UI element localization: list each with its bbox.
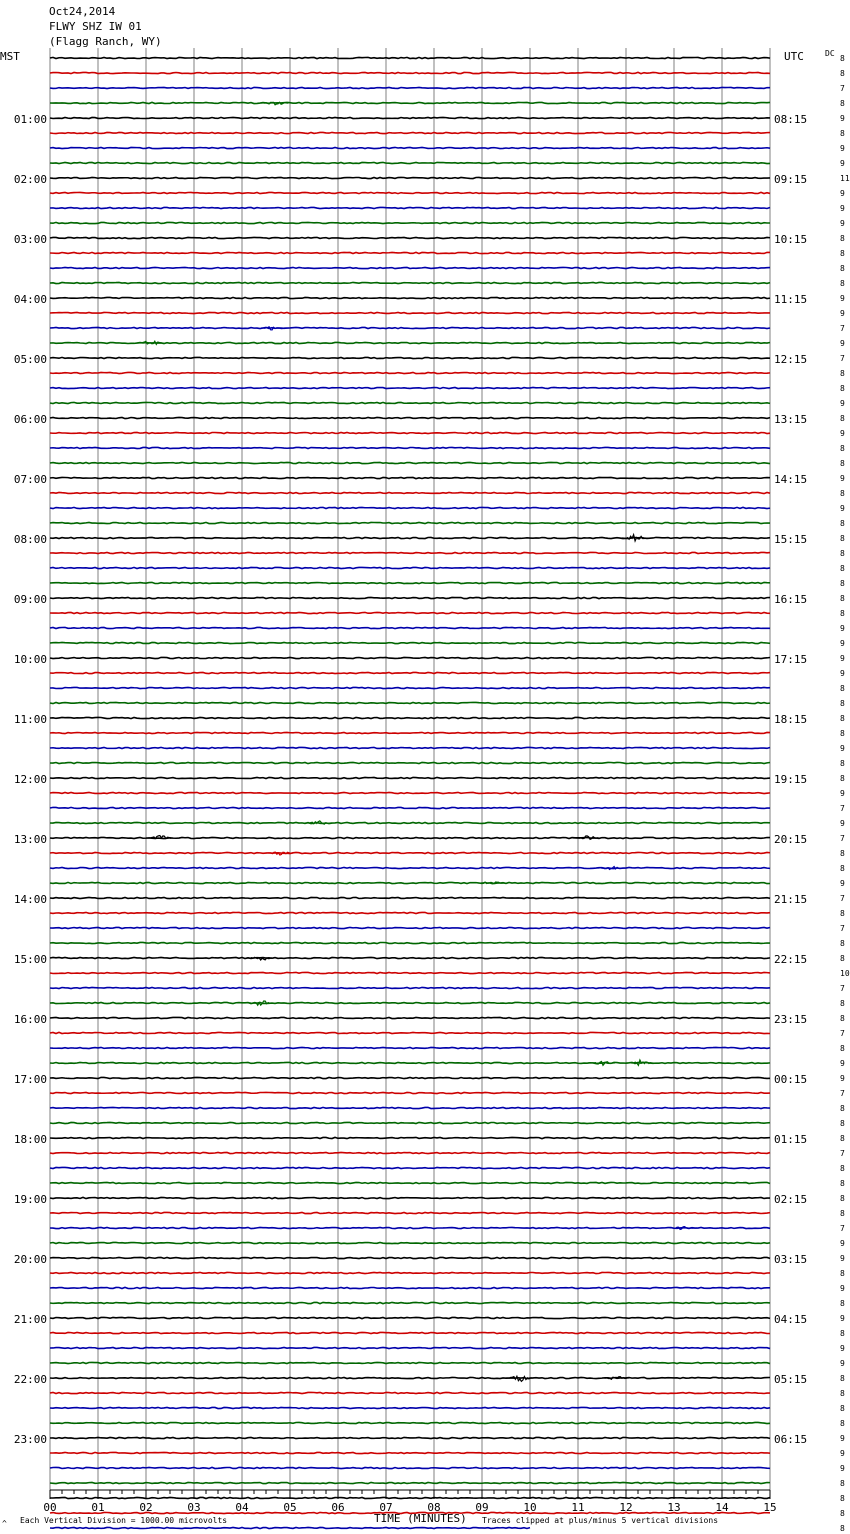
- trace-line: [50, 222, 770, 223]
- utc-hour-label: 16:15: [774, 593, 808, 606]
- dc-value: 7: [840, 804, 845, 813]
- dc-value: 8: [840, 534, 845, 543]
- trace-line: [50, 582, 770, 583]
- trace-line: [50, 1212, 770, 1213]
- trace-line: [50, 822, 770, 823]
- xaxis-tick-label: 04: [235, 1501, 249, 1514]
- station-name: FLWY SHZ IW 01: [49, 20, 142, 33]
- dc-value: 8: [840, 1119, 845, 1128]
- dc-value: 8: [840, 99, 845, 108]
- dc-value: 9: [840, 504, 845, 513]
- mst-hour-label: 08:00: [13, 533, 47, 546]
- dc-value: 8: [840, 69, 845, 78]
- mst-hour-label: 18:00: [13, 1133, 47, 1146]
- dc-value: 8: [840, 384, 845, 393]
- trace-line: [50, 897, 770, 898]
- trace-line: [50, 1257, 770, 1258]
- xaxis-tick-label: 15: [763, 1501, 777, 1514]
- trace-line: [50, 657, 770, 658]
- trace-line: [50, 1002, 770, 1003]
- station-location: (Flagg Ranch, WY): [49, 35, 162, 48]
- scale-note: Each Vertical Division = 1000.00 microvolts: [20, 1516, 228, 1525]
- dc-value: 8: [840, 1179, 845, 1188]
- trace-line: [50, 1332, 770, 1333]
- trace-line: [50, 492, 770, 493]
- dc-value: 9: [840, 294, 845, 303]
- trace-line: [50, 312, 770, 313]
- trace-line: [50, 1047, 770, 1048]
- trace-line: [50, 972, 770, 973]
- trace-line: [50, 462, 770, 463]
- utc-hour-label: 02:15: [774, 1193, 808, 1206]
- mst-hour-label: 13:00: [13, 833, 47, 846]
- dc-value: 8: [840, 684, 845, 693]
- trace-line: [50, 777, 770, 778]
- utc-hour-label: 19:15: [774, 773, 808, 786]
- trace-line: [50, 102, 770, 103]
- dc-value: 9: [840, 309, 845, 318]
- trace-line: [50, 1152, 770, 1153]
- dc-value: 9: [840, 1059, 845, 1068]
- dc-value: 9: [840, 219, 845, 228]
- utc-hour-label: 22:15: [774, 953, 808, 966]
- trace-line: [50, 867, 770, 868]
- utc-hour-label: 21:15: [774, 893, 808, 906]
- trace-line: [50, 72, 770, 73]
- dc-value: 8: [840, 549, 845, 558]
- trace-line: [50, 882, 770, 883]
- mst-hour-label: 15:00: [13, 953, 47, 966]
- dc-value: 8: [840, 714, 845, 723]
- xaxis-tick-label: 05: [283, 1501, 297, 1514]
- dc-value: 8: [840, 1104, 845, 1113]
- utc-hour-label: 23:15: [774, 1013, 808, 1026]
- trace-line: [50, 1092, 770, 1093]
- trace-line: [50, 1122, 770, 1123]
- trace-line: [50, 387, 770, 388]
- dc-value: 8: [840, 999, 845, 1008]
- mst-hour-label: 22:00: [13, 1373, 47, 1386]
- dc-value: 8: [840, 729, 845, 738]
- trace-line: [50, 477, 770, 478]
- trace-line: [50, 132, 770, 133]
- mst-hour-label: 17:00: [13, 1073, 47, 1086]
- dc-value: 9: [840, 624, 845, 633]
- trace-line: [50, 252, 770, 253]
- dc-value: 9: [840, 474, 845, 483]
- dc-value: 8: [840, 1044, 845, 1053]
- trace-line: [50, 522, 770, 523]
- trace-line: [50, 717, 770, 718]
- dc-value: 9: [840, 159, 845, 168]
- utc-hour-label: 05:15: [774, 1373, 808, 1386]
- dc-value: 9: [840, 1434, 845, 1443]
- utc-hour-label: 12:15: [774, 353, 808, 366]
- trace-line: [50, 1497, 770, 1498]
- xaxis-tick-label: 06: [331, 1501, 345, 1514]
- dc-value: 8: [840, 1524, 845, 1533]
- trace-line: [50, 1017, 770, 1018]
- dc-value: 9: [840, 1359, 845, 1368]
- dc-value: 8: [840, 759, 845, 768]
- trace-line: [50, 1032, 770, 1033]
- utc-hour-label: 09:15: [774, 173, 808, 186]
- dc-value: 8: [840, 1014, 845, 1023]
- dc-value: 8: [840, 369, 845, 378]
- xaxis-tick-label: 07: [379, 1501, 393, 1514]
- mst-hour-label: 01:00: [13, 113, 47, 126]
- dc-value: 8: [840, 1374, 845, 1383]
- event-burst: [137, 341, 164, 344]
- trace-line: [50, 1317, 770, 1318]
- dc-value: 8: [840, 579, 845, 588]
- dc-value: 8: [840, 1269, 845, 1278]
- mst-hour-label: 05:00: [13, 353, 47, 366]
- xaxis-tick-label: 14: [715, 1501, 729, 1514]
- mst-hour-label: 09:00: [13, 593, 47, 606]
- xaxis-tick-label: 01: [91, 1501, 105, 1514]
- dc-value: 9: [840, 189, 845, 198]
- dc-value: 7: [840, 1029, 845, 1038]
- dc-value: 8: [840, 939, 845, 948]
- dc-value: 9: [840, 114, 845, 123]
- utc-hour-label: 18:15: [774, 713, 808, 726]
- mst-hour-label: 16:00: [13, 1013, 47, 1026]
- dc-label: DC: [825, 49, 835, 58]
- dc-value: 9: [840, 639, 845, 648]
- trace-line: [50, 1182, 770, 1183]
- dc-value: 8: [840, 279, 845, 288]
- mst-hour-label: 14:00: [13, 893, 47, 906]
- trace-line: [50, 732, 770, 733]
- dc-value: 8: [840, 234, 845, 243]
- xaxis-tick-label: 02: [139, 1501, 153, 1514]
- xaxis-tick-label: 10: [523, 1501, 537, 1514]
- trace-line: [50, 1287, 770, 1288]
- trace-line: [50, 987, 770, 988]
- trace-line: [50, 627, 770, 628]
- dc-value: 8: [840, 909, 845, 918]
- dc-value: 8: [840, 519, 845, 528]
- trace-line: [50, 1137, 770, 1138]
- dc-value: 8: [840, 1419, 845, 1428]
- dc-value: 8: [840, 1194, 845, 1203]
- dc-value: 8: [840, 864, 845, 873]
- trace-line: [50, 672, 770, 673]
- xaxis-tick-label: 09: [475, 1501, 489, 1514]
- trace-line: [50, 762, 770, 763]
- dc-value: 8: [840, 1164, 845, 1173]
- trace-line: [50, 1302, 770, 1303]
- mst-hour-label: 11:00: [13, 713, 47, 726]
- trace-line: [50, 792, 770, 793]
- trace-line: [50, 1197, 770, 1198]
- dc-value: 8: [840, 609, 845, 618]
- mst-hour-label: 10:00: [13, 653, 47, 666]
- dc-value: 9: [840, 429, 845, 438]
- mst-hour-label: 02:00: [13, 173, 47, 186]
- mst-hour-label: 04:00: [13, 293, 47, 306]
- dc-value: 9: [840, 339, 845, 348]
- dc-value: 7: [840, 924, 845, 933]
- dc-value: 9: [840, 1344, 845, 1353]
- dc-value: 8: [840, 129, 845, 138]
- dc-value: 7: [840, 354, 845, 363]
- dc-value: 7: [840, 894, 845, 903]
- dc-value: 8: [840, 1479, 845, 1488]
- mst-hour-label: 23:00: [13, 1433, 47, 1446]
- trace-line: [50, 1362, 770, 1363]
- utc-hour-label: 13:15: [774, 413, 808, 426]
- trace-line: [50, 1527, 530, 1528]
- dc-value: 8: [840, 594, 845, 603]
- dc-value: 7: [840, 1224, 845, 1233]
- utc-hour-label: 03:15: [774, 1253, 808, 1266]
- utc-hour-label: 14:15: [774, 473, 808, 486]
- trace-line: [50, 1077, 770, 1078]
- dc-value: 9: [840, 789, 845, 798]
- trace-line: [50, 1437, 770, 1438]
- utc-hour-label: 00:15: [774, 1073, 808, 1086]
- dc-value: 9: [840, 1464, 845, 1473]
- dc-value: 8: [840, 954, 845, 963]
- xaxis-tick-label: 11: [571, 1501, 585, 1514]
- trace-line: [50, 1407, 770, 1408]
- dc-value: 11: [840, 174, 850, 183]
- utc-hour-label: 10:15: [774, 233, 808, 246]
- mst-axis-title: MST: [0, 50, 20, 63]
- trace-line: [50, 432, 770, 433]
- xaxis-tick-label: 00: [43, 1501, 57, 1514]
- trace-line: [50, 912, 770, 913]
- trace-line: [50, 207, 770, 208]
- xaxis-tick-label: 08: [427, 1501, 441, 1514]
- trace-line: [50, 507, 770, 508]
- dc-value: 9: [840, 654, 845, 663]
- xaxis-tick-label: 13: [667, 1501, 681, 1514]
- utc-hour-label: 08:15: [774, 113, 808, 126]
- dc-value: 7: [840, 324, 845, 333]
- trace-line: [50, 537, 770, 538]
- dc-value: 9: [840, 1314, 845, 1323]
- trace-line: [50, 417, 770, 418]
- trace-line: [50, 597, 770, 598]
- xaxis-tick-label: 12: [619, 1501, 633, 1514]
- trace-line: [50, 747, 770, 748]
- clip-note: Traces clipped at plus/minus 5 vertical divisions: [482, 1516, 719, 1525]
- dc-value: 8: [840, 1494, 845, 1503]
- dc-value: 8: [840, 1389, 845, 1398]
- trace-line: [50, 1452, 770, 1453]
- dc-value: 10: [840, 969, 850, 978]
- dc-value: 8: [840, 414, 845, 423]
- dc-value: 9: [840, 744, 845, 753]
- trace-line: [50, 237, 770, 238]
- utc-hour-label: 04:15: [774, 1313, 808, 1326]
- mst-hour-label: 07:00: [13, 473, 47, 486]
- dc-value: 9: [840, 1254, 845, 1263]
- utc-hour-label: 15:15: [774, 533, 808, 546]
- dc-value: 8: [840, 264, 845, 273]
- trace-line: [50, 1227, 770, 1228]
- trace-line: [50, 447, 770, 448]
- trace-line: [50, 807, 770, 808]
- trace-line: [50, 87, 770, 88]
- trace-line: [50, 357, 770, 358]
- dc-value: 9: [840, 204, 845, 213]
- trace-line: [50, 267, 770, 268]
- dc-value: 8: [840, 459, 845, 468]
- dc-value: 8: [840, 1404, 845, 1413]
- dc-value: 7: [840, 84, 845, 93]
- dc-value: 9: [840, 1284, 845, 1293]
- trace-line: [50, 372, 770, 373]
- mst-hour-label: 12:00: [13, 773, 47, 786]
- dc-value: 8: [840, 564, 845, 573]
- mst-hour-label: 19:00: [13, 1193, 47, 1206]
- trace-line: [50, 567, 770, 568]
- utc-hour-label: 01:15: [774, 1133, 808, 1146]
- mst-hour-label: 21:00: [13, 1313, 47, 1326]
- trace-line: [50, 942, 770, 943]
- trace-line: [50, 177, 770, 178]
- trace-line: [50, 837, 770, 838]
- xaxis-title: TIME (MINUTES): [374, 1512, 467, 1525]
- trace-line: [50, 1467, 770, 1468]
- trace-line: [50, 612, 770, 613]
- dc-value: 7: [840, 834, 845, 843]
- dc-value: 9: [840, 144, 845, 153]
- dc-value: 9: [840, 1074, 845, 1083]
- trace-line: [50, 1347, 770, 1348]
- dc-value: 9: [840, 1449, 845, 1458]
- dc-value: 9: [840, 879, 845, 888]
- trace-line: [50, 147, 770, 148]
- trace-line: [50, 282, 770, 283]
- trace-line: [50, 1482, 770, 1483]
- trace-line: [50, 927, 770, 928]
- trace-line: [50, 687, 770, 688]
- dc-value: 7: [840, 1089, 845, 1098]
- utc-hour-label: 17:15: [774, 653, 808, 666]
- dc-value: 9: [840, 399, 845, 408]
- utc-hour-label: 11:15: [774, 293, 808, 306]
- event-burst: [506, 1376, 533, 1381]
- dc-value: 8: [840, 444, 845, 453]
- dc-value: 8: [840, 1134, 845, 1143]
- trace-line: [50, 1377, 770, 1378]
- dc-value: 7: [840, 1149, 845, 1158]
- trace-line: [50, 957, 770, 958]
- trace-line: [50, 1422, 770, 1423]
- trace-line: [50, 552, 770, 553]
- trace-line: [50, 1167, 770, 1168]
- trace-line: [50, 1272, 770, 1273]
- trace-line: [50, 192, 770, 193]
- dc-value: 8: [840, 849, 845, 858]
- trace-line: [50, 642, 770, 643]
- dc-value: 8: [840, 249, 845, 258]
- mst-hour-label: 20:00: [13, 1253, 47, 1266]
- trace-line: [50, 702, 770, 703]
- trace-line: [50, 1242, 770, 1243]
- xaxis-tick-label: 03: [187, 1501, 201, 1514]
- dc-value: 8: [840, 489, 845, 498]
- dc-value: 8: [840, 1509, 845, 1518]
- trace-line: [50, 57, 770, 58]
- dc-value: 9: [840, 819, 845, 828]
- dc-value: 9: [840, 669, 845, 678]
- dc-value: 8: [840, 54, 845, 63]
- trace-line: [50, 1107, 770, 1108]
- dc-value: 8: [840, 774, 845, 783]
- mst-hour-label: 03:00: [13, 233, 47, 246]
- dc-value: 8: [840, 699, 845, 708]
- trace-line: [50, 327, 770, 328]
- plot-date: Oct24,2014: [49, 5, 116, 18]
- dc-value: 8: [840, 1209, 845, 1218]
- mst-hour-label: 06:00: [13, 413, 47, 426]
- dc-value: 9: [840, 1239, 845, 1248]
- dc-value: 7: [840, 984, 845, 993]
- trace-line: [50, 402, 770, 403]
- utc-hour-label: 06:15: [774, 1433, 808, 1446]
- corner-mark: ^: [2, 1519, 7, 1528]
- utc-axis-title: UTC: [784, 50, 804, 63]
- utc-hour-label: 20:15: [774, 833, 808, 846]
- trace-line: [50, 1062, 770, 1063]
- trace-line: [50, 117, 770, 118]
- trace-line: [50, 1392, 770, 1393]
- trace-line: [50, 852, 770, 853]
- dc-value: 8: [840, 1329, 845, 1338]
- trace-line: [50, 297, 770, 298]
- dc-value: 8: [840, 1299, 845, 1308]
- trace-line: [50, 162, 770, 163]
